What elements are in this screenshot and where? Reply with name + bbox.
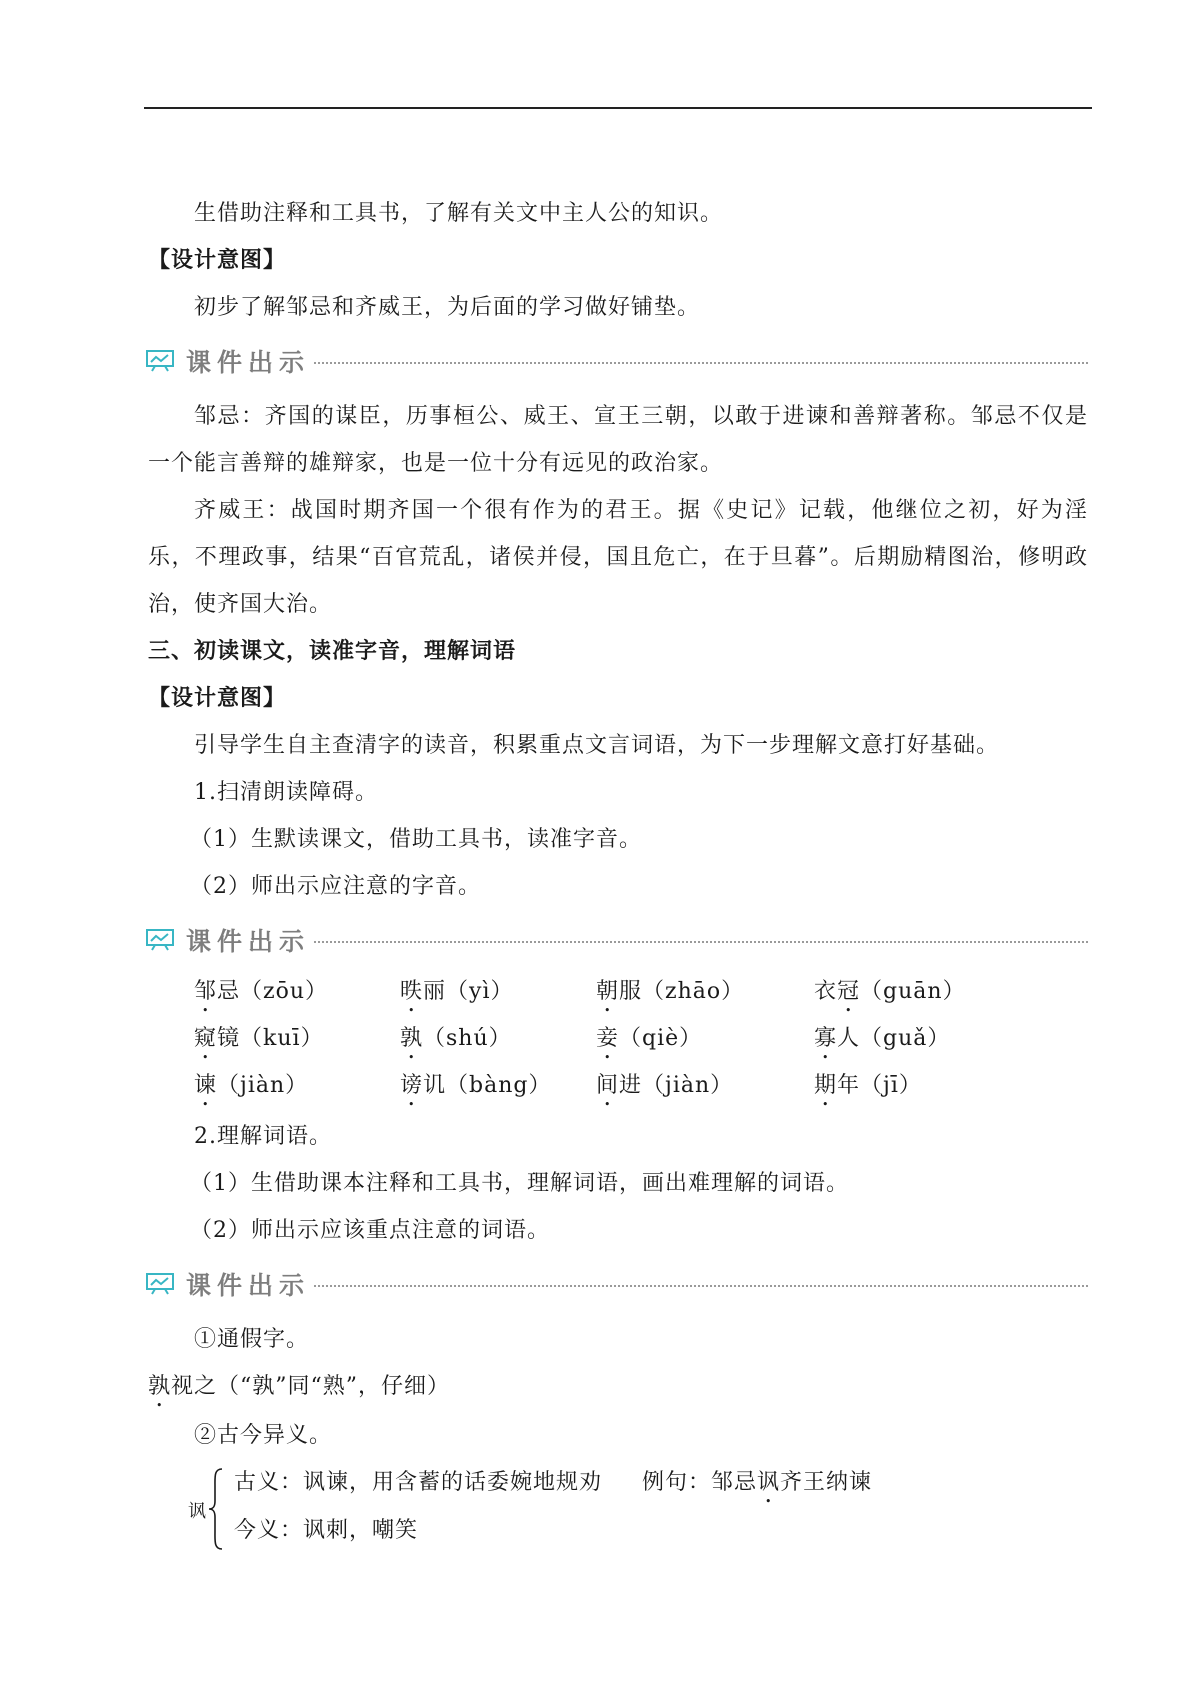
step-two-a: （1）生借助课本注释和工具书，理解词语，画出难理解的词语。	[190, 1171, 849, 1196]
courseware-section-header	[146, 333, 1088, 389]
document-body	[148, 190, 1088, 1557]
pinyin-item: 昳丽（yì）	[400, 979, 514, 1004]
presentation-board-icon	[146, 929, 174, 951]
design-intent-text-2: 引导学生自主查清字的读音，积累重点文言词语，为下一步理解文意打好基础。	[194, 733, 1000, 758]
pinyin-item: 谏（jiàn）	[194, 1073, 309, 1098]
courseware-title: 课件出示	[186, 1271, 311, 1300]
design-intent-heading: 【设计意图】	[148, 248, 287, 273]
pinyin-row	[194, 1019, 1088, 1066]
step-one-a: （1）生默读课文，借助工具书，读准字音。	[190, 827, 642, 852]
example-sentence: 例句：邹忌讽齐王纳谏	[642, 1470, 873, 1495]
step-two-b: （2）师出示应该重点注意的词语。	[190, 1218, 550, 1243]
step-one-b: （2）师出示应注意的字音。	[190, 874, 481, 899]
courseware-title: 课件出示	[186, 348, 311, 377]
pinyin-item: 窥镜（kuī）	[194, 1026, 324, 1051]
dotted-divider	[314, 941, 1088, 943]
pinyin-row	[194, 1066, 1088, 1113]
section-three-heading: 三、初读课文，读准字音，理解词语	[148, 639, 517, 664]
pinyin-item: 孰（shú）	[400, 1026, 512, 1051]
tongjia-heading: ①通假字。	[194, 1327, 310, 1352]
zouji-intro: 邹忌：齐国的谋臣，历事桓公、威王、宣王三朝，以敢于进谏和善辩著称。邹忌不仅是一个能言善辩的雄辩家，也是一位十分有远见的政治家。	[148, 404, 1088, 476]
step-one: 1.扫清朗读障碍。	[194, 780, 378, 805]
courseware-title: 课件出示	[186, 927, 311, 956]
courseware-section-header-3	[146, 1256, 1088, 1312]
design-intent-text: 初步了解邹忌和齐威王，为后面的学习做好铺垫。	[194, 295, 701, 320]
pinyin-item: 妾（qiè）	[596, 1026, 703, 1051]
qiweiwang-intro: 齐威王：战国时期齐国一个很有作为的君王。据《史记》记载，他继位之初，好为淫乐，不理政事，结果“百官荒乱，诸侯并侵，国且危亡，在于旦暮”。后期励精图治，修明政治，使齐国大治。	[148, 498, 1088, 617]
pinyin-item: 期年（jī）	[814, 1073, 922, 1098]
dotted-divider	[314, 1285, 1088, 1287]
pinyin-item: 朝服（zhāo）	[596, 979, 745, 1004]
ancient-meaning: 古义：讽谏，用含蓄的话委婉地规劝 例句：邹忌讽齐王纳谏	[234, 1470, 873, 1495]
gujin-char: 讽	[188, 1501, 206, 1522]
gujin-heading: ②古今异义。	[194, 1423, 333, 1448]
presentation-board-icon	[146, 350, 174, 372]
design-intent-heading-2: 【设计意图】	[148, 686, 287, 711]
presentation-board-icon	[146, 1273, 174, 1295]
paragraph-intro-end: 生借助注释和工具书，了解有关文中主人公的知识。	[194, 201, 724, 226]
pinyin-item: 寡人（guǎ）	[814, 1026, 951, 1051]
pinyin-item: 谤讥（bàng）	[400, 1073, 552, 1098]
pinyin-item: 邹忌（zōu）	[194, 979, 329, 1004]
dotted-divider	[314, 362, 1088, 364]
pinyin-row	[194, 972, 1088, 1019]
courseware-section-header-2	[146, 912, 1088, 968]
pinyin-item: 衣冠（guān）	[814, 979, 966, 1004]
curly-brace	[208, 1467, 224, 1551]
pinyin-item: 间进（jiàn）	[596, 1073, 734, 1098]
pinyin-table	[148, 972, 1088, 1113]
modern-meaning: 今义：讽刺，嘲笑	[234, 1518, 419, 1543]
tongjia-example: 孰视之（“孰”同“熟”，仔细）	[148, 1374, 451, 1399]
step-two: 2.理解词语。	[194, 1124, 332, 1149]
gujin-brace-block	[148, 1461, 1088, 1557]
header-rule	[144, 107, 1092, 109]
